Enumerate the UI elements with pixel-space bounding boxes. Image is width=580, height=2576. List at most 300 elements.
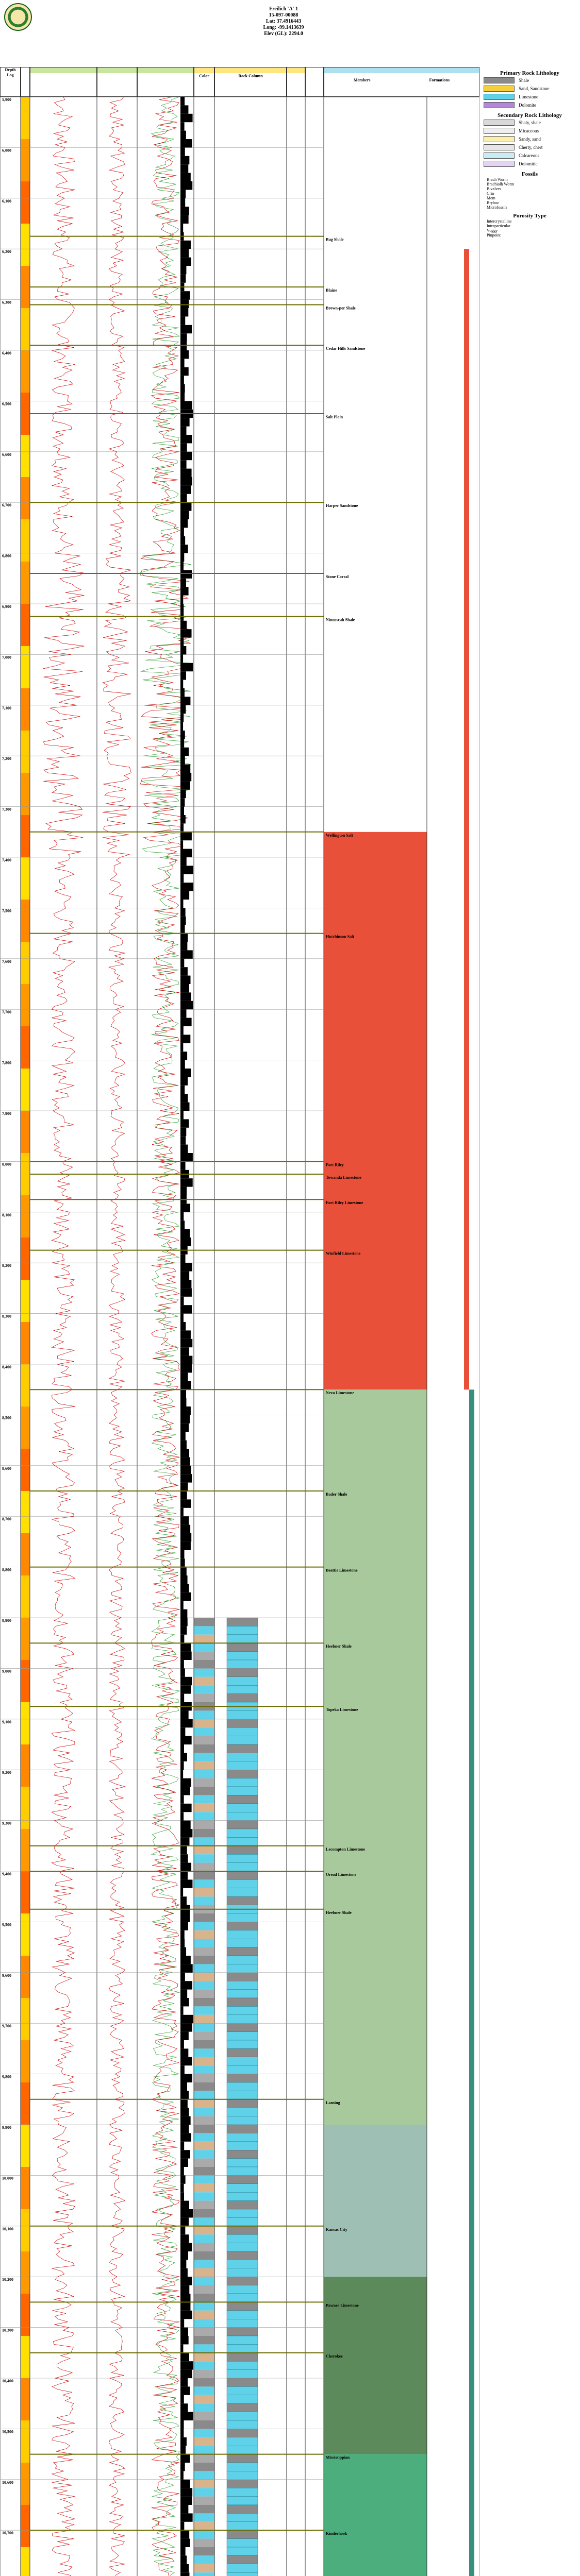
rock-color-block xyxy=(194,1795,214,1803)
sonic-fill-bar xyxy=(180,2420,184,2429)
rock-color-block xyxy=(194,1804,214,1812)
sonic-fill-bar xyxy=(180,1677,192,1685)
lithology-block xyxy=(227,2412,258,2420)
rock-color-block xyxy=(194,2386,214,2395)
secondary-title: Secondary Rock Lithology xyxy=(498,112,562,118)
gr-header xyxy=(21,67,30,97)
lithology-block xyxy=(227,2370,258,2378)
rock-color-block xyxy=(194,2361,214,2369)
sonic-fill-bar xyxy=(180,308,188,316)
primary-lith-label: Sand, Sandstone xyxy=(519,86,550,91)
sonic-fill-bar xyxy=(180,967,188,975)
sonic-fill-bar xyxy=(180,748,189,756)
sonic-fill-bar xyxy=(180,2497,192,2505)
lithology-block xyxy=(227,1804,258,1812)
formation-top-label: Hutchinson Salt xyxy=(326,934,354,939)
sonic-fill-bar xyxy=(180,807,184,815)
rock-color-block xyxy=(194,1863,214,1871)
sonic-fill-bar xyxy=(180,1753,187,1761)
sonic-fill-bar xyxy=(180,2082,187,2091)
sonic-fill-bar xyxy=(180,2150,190,2158)
sonic-fill-bar xyxy=(180,359,185,367)
gr-color-segment xyxy=(21,773,30,816)
sonic-fill-bar xyxy=(180,866,193,874)
sonic-fill-bar xyxy=(180,942,187,950)
well-lat: Lat: 37.4916443 xyxy=(266,19,302,24)
sonic-fill-bar xyxy=(180,2040,184,2048)
lithology-block xyxy=(227,2192,258,2200)
sonic-fill-bar xyxy=(180,1187,187,1195)
sonic-fill-bar xyxy=(180,1204,190,1212)
sonic-fill-bar xyxy=(180,2471,184,2479)
formation-top-label: Harper Sandstone xyxy=(326,503,358,509)
lithology-block xyxy=(227,1846,258,1854)
secondary-lith-label: Cherty, chert xyxy=(519,145,543,150)
sonic-fill-bar xyxy=(180,1821,191,1829)
sonic-fill-bar xyxy=(180,2412,193,2420)
well-name: Freilich 'A' 1 xyxy=(269,6,298,12)
sonic-fill-bar xyxy=(180,781,190,789)
gr-color-segment xyxy=(21,2082,30,2125)
lithology-block xyxy=(227,1694,258,1702)
sonic-fill-bar xyxy=(180,1685,191,1693)
depth-header: Depth Log xyxy=(0,67,21,97)
sonic-fill-bar xyxy=(180,452,192,460)
formation-top-label: Fort Riley xyxy=(326,1162,344,1167)
fossils-title: Fossils xyxy=(521,171,538,177)
lithology-block xyxy=(227,1829,258,1837)
lithology-block xyxy=(227,2201,258,2209)
sonic-fill-bar xyxy=(180,2074,192,2082)
gr-color-segment xyxy=(21,688,30,731)
sonic-fill-bar xyxy=(180,1398,186,1406)
lithology-block xyxy=(227,2065,258,2074)
sonic-fill-bar xyxy=(180,1516,189,1524)
fossil-item: Brachiolh Worm xyxy=(487,182,515,187)
fossil-item: Bryboz xyxy=(487,200,499,205)
green-zone xyxy=(324,1389,427,2125)
rock-color-block xyxy=(194,2057,214,2065)
rock-color-block xyxy=(194,2285,214,2294)
lithology-block xyxy=(227,1879,258,1888)
sonic-fill-bar xyxy=(180,2480,190,2488)
depth-label: 7,100 xyxy=(2,705,11,710)
sonic-fill-bar xyxy=(180,2099,188,2108)
gr-color-segment xyxy=(21,1322,30,1365)
depth-label: 6,300 xyxy=(2,300,11,305)
depth-label: 9,200 xyxy=(2,1770,11,1775)
depth-label: 6,100 xyxy=(2,198,11,204)
sonic-fill-bar xyxy=(180,485,191,494)
depth-label: 7,800 xyxy=(2,1060,11,1065)
rock-color-block xyxy=(194,2032,214,2040)
sonic-fill-bar xyxy=(180,1305,192,1313)
sonic-fill-bar xyxy=(180,2336,189,2344)
formation-top-label: Brown-per Shale xyxy=(326,306,356,311)
lithology-block xyxy=(227,2564,258,2572)
sonic-fill-bar xyxy=(180,579,186,587)
rock-color-block xyxy=(194,2437,214,2446)
sonic-fill-bar xyxy=(180,587,189,595)
sonic-fill-bar xyxy=(180,207,189,215)
lithology-block xyxy=(227,1837,258,1845)
sonic-fill-bar xyxy=(180,342,187,350)
lithology-block xyxy=(227,2480,258,2488)
sonic-fill-bar xyxy=(180,976,191,984)
gr-color-segment xyxy=(21,2209,30,2252)
secondary-lith-swatch xyxy=(484,128,515,134)
sonic-fill-bar xyxy=(180,1086,185,1094)
primary-lith-swatch xyxy=(484,94,515,100)
lithology-block xyxy=(227,1998,258,2006)
sonic-fill-bar xyxy=(180,1694,184,1702)
lithology-block xyxy=(227,2268,258,2277)
gr-color-segment xyxy=(21,2547,30,2576)
sonic-fill-bar xyxy=(180,1778,191,1787)
depth-label: 10,000 xyxy=(2,2176,13,2181)
lithology-block xyxy=(227,2328,258,2336)
lithology-block xyxy=(227,2082,258,2091)
sonic-fill-bar xyxy=(180,680,183,688)
sonic-fill-bar xyxy=(180,959,184,967)
lithology-block xyxy=(227,2294,258,2302)
gr-color-segment xyxy=(21,1111,30,1154)
formation-top-label: Kinderhook xyxy=(326,2531,347,2536)
gr-color-segment xyxy=(21,2420,30,2463)
rock-color-block xyxy=(194,2150,214,2158)
sonic-fill-bar xyxy=(180,2048,188,2057)
sonic-fill-bar xyxy=(180,1364,192,1372)
primary-lith-label: Limestone xyxy=(519,94,538,99)
depth-label: 6,400 xyxy=(2,351,11,355)
sonic-fill-bar xyxy=(180,2378,188,2386)
rock-color-block xyxy=(194,1685,214,1693)
rock-color-block xyxy=(194,1761,214,1770)
lithology-block xyxy=(227,1787,258,1795)
primary-lith-row xyxy=(484,84,580,93)
sonic-fill-bar xyxy=(180,156,189,164)
sonic-fill-bar xyxy=(180,477,192,485)
lithology-block xyxy=(227,2497,258,2505)
rock-color-block xyxy=(194,1744,214,1753)
gr-color-segment xyxy=(21,984,30,1027)
formation-top-label: Heebner Shale xyxy=(326,1644,352,1649)
sonic-fill-bar xyxy=(180,1221,185,1229)
rock-color-block xyxy=(194,1694,214,1702)
depth-label: 10,500 xyxy=(2,2429,13,2434)
sonic-fill-bar xyxy=(180,1618,188,1626)
lithology-block xyxy=(227,2234,258,2243)
secondary-lith-row xyxy=(484,143,580,151)
formation-top-label: Ninnescah Shale xyxy=(326,617,355,622)
sonic-fill-bar xyxy=(180,2133,191,2141)
sonic-fill-bar xyxy=(180,1643,191,1651)
sonic-fill-bar xyxy=(180,1660,184,1668)
lithology-block xyxy=(227,1685,258,1693)
resistivity-curve xyxy=(43,97,84,2576)
sonic-fill-bar xyxy=(180,765,190,773)
lithology-block xyxy=(227,2175,258,2183)
gr-color-segment xyxy=(21,604,30,647)
depth-label: 10,600 xyxy=(2,2480,13,2485)
depth-label: 8,700 xyxy=(2,1517,11,1522)
sonic-fill-bar xyxy=(180,173,191,181)
depth-label: 6,200 xyxy=(2,249,11,255)
sonic-fill-bar xyxy=(180,2032,189,2040)
depth-label: 8,300 xyxy=(2,1314,11,1319)
sonic-fill-bar xyxy=(180,1347,189,1355)
rock-color-block xyxy=(194,2480,214,2488)
rock-color-block xyxy=(194,2370,214,2378)
rock-color-block xyxy=(194,1896,214,1905)
rock-color-block xyxy=(194,2344,214,2352)
sonic-fill-bar xyxy=(180,2251,188,2260)
gr-color-segment xyxy=(21,2125,30,2167)
gr-color-segment xyxy=(21,562,30,604)
rock-color-block xyxy=(194,2522,214,2530)
rock-color-block xyxy=(194,1727,214,1736)
sonic-fill-bar xyxy=(180,291,190,299)
rock-color-block xyxy=(194,2099,214,2108)
rock-color-block xyxy=(194,2065,214,2074)
depth-label: 9,400 xyxy=(2,1872,11,1876)
sonic-fill-bar xyxy=(180,1626,187,1634)
depth-label: 9,900 xyxy=(2,2125,11,2130)
sonic-fill-bar xyxy=(180,2344,183,2352)
sonic-fill-bar xyxy=(180,1939,185,1947)
formation-top-label: Heebner Shale xyxy=(326,1910,352,1915)
sonic-fill-bar xyxy=(180,1330,191,1338)
secondary-lith-swatch xyxy=(484,144,515,150)
sonic-fill-bar xyxy=(180,2522,184,2530)
lithology-block xyxy=(227,1778,258,1787)
lithology-block xyxy=(227,2437,258,2446)
sonic-fill-bar xyxy=(180,1372,188,1381)
sonic-fill-bar xyxy=(180,401,192,409)
sonic-fill-bar xyxy=(180,1145,188,1153)
sonic-fill-bar xyxy=(180,2268,188,2277)
lithology-block xyxy=(227,1981,258,1989)
well-elev: Elev (GL): 2294.0 xyxy=(264,31,303,37)
sonic-fill-bar xyxy=(180,2564,189,2572)
sonic-fill-bar xyxy=(180,266,186,274)
rock-color-block xyxy=(194,2429,214,2437)
rock-color-block xyxy=(194,2395,214,2403)
rock-color-block xyxy=(194,2048,214,2057)
rock-color-block xyxy=(194,1753,214,1761)
strat-header: Members Formations xyxy=(324,67,479,97)
sonic-fill-bar xyxy=(180,621,187,629)
sonic-fill-bar xyxy=(180,241,191,249)
sonic-fill-bar xyxy=(180,1770,183,1778)
lithology-block xyxy=(227,2420,258,2429)
depth-label: 6,900 xyxy=(2,604,11,609)
sonic-fill-bar xyxy=(180,663,193,671)
rock-color-block xyxy=(194,2294,214,2302)
gr-color-segment xyxy=(21,900,30,942)
lithology-block xyxy=(227,2116,258,2125)
sonic-fill-bar xyxy=(180,1069,191,1077)
rock-color-block xyxy=(194,1736,214,1744)
lithology-block xyxy=(227,2133,258,2141)
sonic-fill-bar xyxy=(180,2209,193,2217)
sonic-fill-bar xyxy=(180,1389,186,1398)
log-tracks xyxy=(0,97,479,2576)
rock-color-block xyxy=(194,1871,214,1879)
lithology-block xyxy=(227,2167,258,2175)
lithology-block xyxy=(227,2547,258,2555)
sonic-fill-bar xyxy=(180,1491,187,1499)
rock-color-block xyxy=(194,1981,214,1989)
sonic-fill-bar xyxy=(180,1483,188,1491)
lithology-block xyxy=(227,2184,258,2192)
sonic-fill-bar xyxy=(180,857,187,866)
sonic-fill-bar xyxy=(180,629,192,637)
lithology-block xyxy=(227,1727,258,1736)
sonic-fill-bar xyxy=(180,1136,186,1144)
formation-top-label: Kansas City xyxy=(326,2227,347,2232)
sonic-fill-bar xyxy=(180,1457,190,1465)
rock-color-block xyxy=(194,2403,214,2412)
gr-color-segment xyxy=(21,266,30,309)
rock-color-block xyxy=(194,2201,214,2209)
rock-color-block xyxy=(194,1998,214,2006)
rock-color-block xyxy=(194,2142,214,2150)
lithology-block xyxy=(227,2125,258,2133)
sonic-fill-bar xyxy=(180,2513,193,2521)
sonic-fill-bar xyxy=(180,1896,187,1905)
sonic-fill-bar xyxy=(180,2184,184,2192)
sonic-fill-bar xyxy=(180,1119,189,1127)
rock-color-block xyxy=(194,1668,214,1676)
formation-top-label: Oread Limestone xyxy=(326,1872,357,1877)
sonic-fill-bar xyxy=(180,1128,186,1136)
lithology-block xyxy=(227,2386,258,2395)
gr-color-segment xyxy=(21,1406,30,1449)
secondary-lith-swatch xyxy=(484,120,515,126)
gr-color-segment xyxy=(21,1744,30,1787)
sonic-fill-bar xyxy=(180,1998,189,2006)
sonic-fill-bar xyxy=(180,2386,190,2395)
sonic-fill-bar xyxy=(180,562,184,570)
sonic-fill-bar xyxy=(180,1652,192,1660)
sonic-fill-bar xyxy=(180,443,187,451)
sonic-fill-bar xyxy=(180,1533,191,1541)
lithology-block xyxy=(227,1871,258,1879)
rock-color-block xyxy=(194,1846,214,1854)
sonic-header xyxy=(137,67,194,97)
gr-color-segment xyxy=(21,815,30,858)
gr-color-segment xyxy=(21,1956,30,1998)
lithology-block xyxy=(227,2395,258,2403)
lithology-block xyxy=(227,2505,258,2513)
sonic-fill-bar xyxy=(180,224,183,232)
sonic-fill-bar xyxy=(180,2116,191,2125)
sonic-fill-bar xyxy=(180,570,192,578)
sonic-fill-bar xyxy=(180,2505,188,2513)
lithology-block xyxy=(227,2099,258,2108)
lithology-block xyxy=(227,1710,258,1719)
lithology-block xyxy=(227,1888,258,1896)
sonic-fill-bar xyxy=(180,2539,190,2547)
lithology-block xyxy=(227,2159,258,2167)
sonic-fill-bar xyxy=(180,2175,186,2183)
rock-color-block xyxy=(194,1710,214,1719)
depth-label: 5,900 xyxy=(2,97,11,102)
sonic-fill-bar xyxy=(180,325,192,333)
lithology-block xyxy=(227,2539,258,2547)
rock-color-block xyxy=(194,1787,214,1795)
rock-color-block xyxy=(194,2234,214,2243)
gr-color-segment xyxy=(21,1618,30,1660)
sonic-fill-bar xyxy=(180,139,192,147)
formation-top-label: Neva Limestone xyxy=(326,1391,354,1396)
rock-color-block xyxy=(194,2217,214,2226)
sonic-fill-bar xyxy=(180,832,192,840)
sonic-fill-bar xyxy=(180,1356,192,1364)
lithology-block xyxy=(227,2023,258,2031)
microfossils: Microfossils xyxy=(487,205,507,210)
sonic-fill-bar xyxy=(180,1178,193,1187)
sonic-fill-bar xyxy=(180,1744,184,1753)
lithology-block xyxy=(227,2015,258,2023)
sonic-fill-bar xyxy=(180,198,185,207)
rock-color-block xyxy=(194,2412,214,2420)
formation-top-label: Beattie Limestone xyxy=(326,1568,358,1573)
sonic-fill-bar xyxy=(180,1592,191,1601)
formation-top-label: Lecompton Limestone xyxy=(326,1846,366,1852)
formation-top-label: Stone Corral xyxy=(326,574,349,579)
rock-color-block xyxy=(194,2547,214,2555)
rock-color-block xyxy=(194,1829,214,1837)
sonic-fill-bar xyxy=(180,427,187,435)
rock-color-block xyxy=(194,2336,214,2344)
rock-color-block xyxy=(194,1719,214,1727)
gr-color-segment xyxy=(21,519,30,562)
resistivity-header xyxy=(30,67,97,97)
formation-top-label: Wellington Salt xyxy=(326,833,353,838)
rock-color-block xyxy=(194,1854,214,1862)
depth-label: 7,500 xyxy=(2,908,11,913)
rock-color-block xyxy=(194,2454,214,2463)
primary-title: Primary Rock Lithology xyxy=(500,70,559,76)
formation-top-label: Bug Shale xyxy=(326,237,344,242)
gr-color-segment xyxy=(21,1069,30,1111)
sonic-fill-bar xyxy=(180,934,188,942)
depth-label: 9,100 xyxy=(2,1719,11,1724)
secondary-lith-label: Calcareous xyxy=(519,153,539,158)
formation-top-label: Cedar Hills Sandstone xyxy=(326,346,366,351)
depth-label: 8,200 xyxy=(2,1263,11,1268)
sonic-fill-bar xyxy=(180,350,189,359)
rock-color-block xyxy=(194,1837,214,1845)
depth-label: 7,700 xyxy=(2,1010,11,1015)
depth-label: 6,700 xyxy=(2,503,11,508)
gr-color-segment xyxy=(21,393,30,435)
sonic-fill-bar xyxy=(180,2429,184,2437)
depth-label: 8,500 xyxy=(2,1415,11,1420)
lithology-block xyxy=(227,2217,258,2226)
rock-color-block xyxy=(194,2268,214,2277)
sonic-fill-bar xyxy=(180,114,193,122)
lithology-block xyxy=(227,2251,258,2260)
rock-color-block xyxy=(194,2539,214,2547)
sonic-fill-bar xyxy=(180,2361,193,2369)
formation-top-label: Lansing xyxy=(326,2100,340,2105)
secondary-lith-label: Sandy, sand xyxy=(519,137,541,142)
lithology-block xyxy=(227,2057,258,2065)
depth-label: 9,000 xyxy=(2,1669,11,1674)
